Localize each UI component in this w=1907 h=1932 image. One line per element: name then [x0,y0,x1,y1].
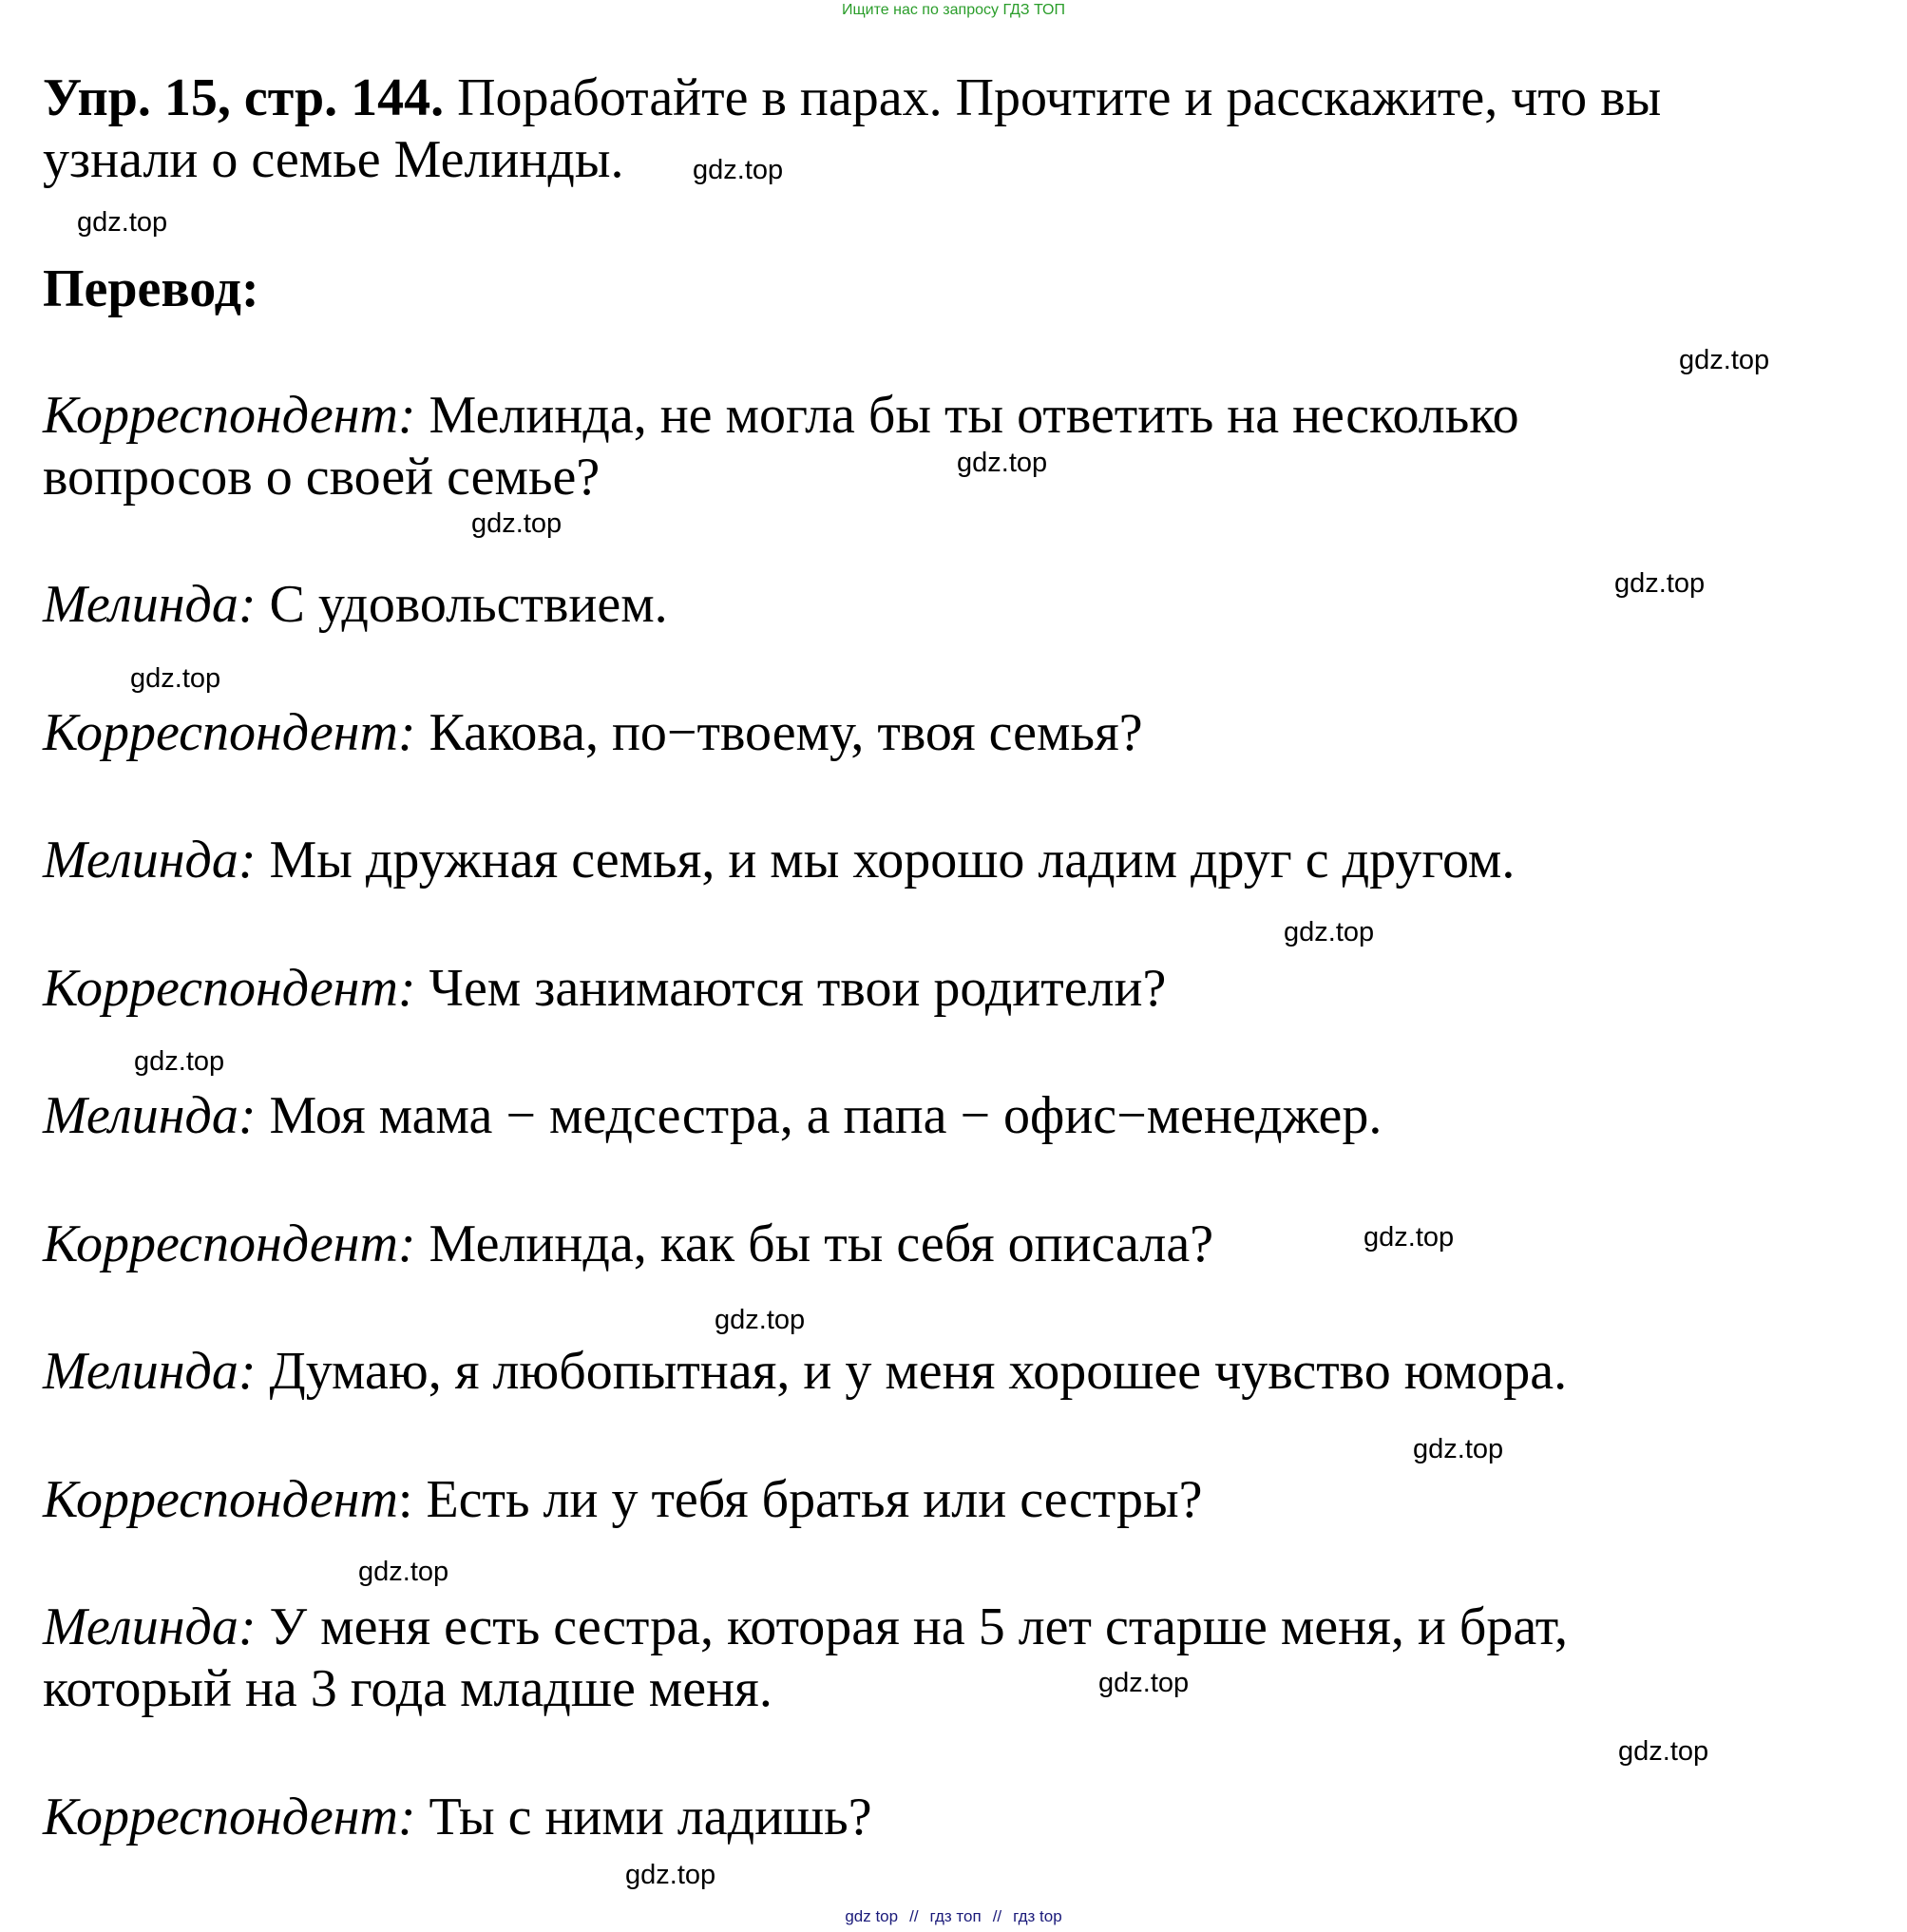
translation-title: Перевод: [43,259,259,318]
watermark: gdz.top [715,1305,806,1335]
dialogue-text: вопросов о своей семье? [43,448,601,507]
speaker-label: Корреспондент: [43,1788,416,1846]
dialogue-text: Думаю, я любопытная, и у меня хорошее чувство юмора. [256,1342,1568,1401]
watermark: gdz.top [693,155,784,185]
watermark: gdz.top [471,508,563,539]
dialogue-line [43,384,1519,447]
dialogue-text: Мелинда, не могла бы ты ответить на несколько [415,386,1519,445]
watermark: gdz.top [957,448,1048,478]
dialogue-text: Моя мама − медсестра, а папа − офис−менеджер. [256,1086,1383,1145]
watermark: gdz.top [625,1860,716,1890]
watermark: gdz.top [1618,1736,1709,1767]
dialogue-text: Чем занимаются твои родители? [415,959,1167,1018]
dialogue-line [43,1084,1382,1147]
watermark: gdz.top [1614,568,1706,599]
dialogue-text: У меня есть сестра, которая на 5 лет старше меня, и брат, [256,1597,1569,1656]
dialogue-line [43,957,1166,1020]
watermark: gdz.top [130,663,221,694]
top-note: Ищите нас по запросу ГДЗ ТОП [842,2,1065,18]
speaker-label: Мелинда: [43,575,257,634]
task-text-2: узнали о семье Мелинды. [43,130,624,189]
dialogue-line [43,701,1143,764]
speaker-label: Корреспондент: [43,959,416,1018]
watermark: gdz.top [134,1046,225,1077]
task-header-line-1 [43,67,1661,129]
dialogue-text: Мелинда, как бы ты себя описала? [415,1215,1214,1273]
dialogue-text: : Есть ли у тебя братья или сестры? [397,1470,1203,1529]
dialogue-line [43,829,1515,891]
dialogue-line [43,1468,1202,1531]
watermark: gdz.top [77,207,168,238]
speaker-label: Корреспондент: [43,703,416,762]
watermark: gdz.top [1413,1434,1504,1464]
exercise-label: Упр. 15, стр. 144. [43,68,445,127]
watermark: gdz.top [1364,1222,1455,1253]
dialogue-text: С удовольствием. [256,575,668,634]
dialogue-text: Мы дружная семья, и мы хорошо ладим друг с другом. [256,831,1516,889]
watermark: gdz.top [1284,917,1375,947]
dialogue-line [43,1596,1568,1658]
bottom-note-item: gdz top [845,1907,899,1925]
bottom-note-item: гдз топ [929,1907,982,1925]
speaker-label: Корреспондент [43,1470,398,1529]
dialogue-text: Какова, по−твоему, твоя семья? [415,703,1143,762]
dialogue-line [43,1340,1567,1403]
speaker-label: Мелинда: [43,831,257,889]
bottom-note-separator: // [992,1907,1002,1925]
bottom-note [0,1905,1907,1928]
bottom-note-separator: // [909,1907,919,1925]
bottom-note-item: гдз top [1013,1907,1062,1925]
dialogue-line [43,1786,872,1848]
watermark: gdz.top [1679,345,1770,375]
speaker-label: Мелинда: [43,1342,257,1401]
task-header-line-2 [43,128,624,191]
dialogue-line [43,1213,1213,1275]
speaker-label: Корреспондент: [43,386,416,445]
speaker-label: Корреспондент: [43,1215,416,1273]
speaker-label: Мелинда: [43,1086,257,1145]
dialogue-text: который на 3 года младше меня. [43,1659,772,1718]
dialogue-line-continued [43,446,600,508]
watermark: gdz.top [1098,1668,1190,1698]
dialogue-line [43,573,668,636]
watermark: gdz.top [358,1557,449,1587]
task-text-1: Поработайте в парах. Прочтите и расскажите, что вы [444,68,1662,127]
dialogue-line-continued [43,1657,772,1720]
dialogue-text: Ты с ними ладишь? [415,1788,872,1846]
speaker-label: Мелинда: [43,1597,257,1656]
